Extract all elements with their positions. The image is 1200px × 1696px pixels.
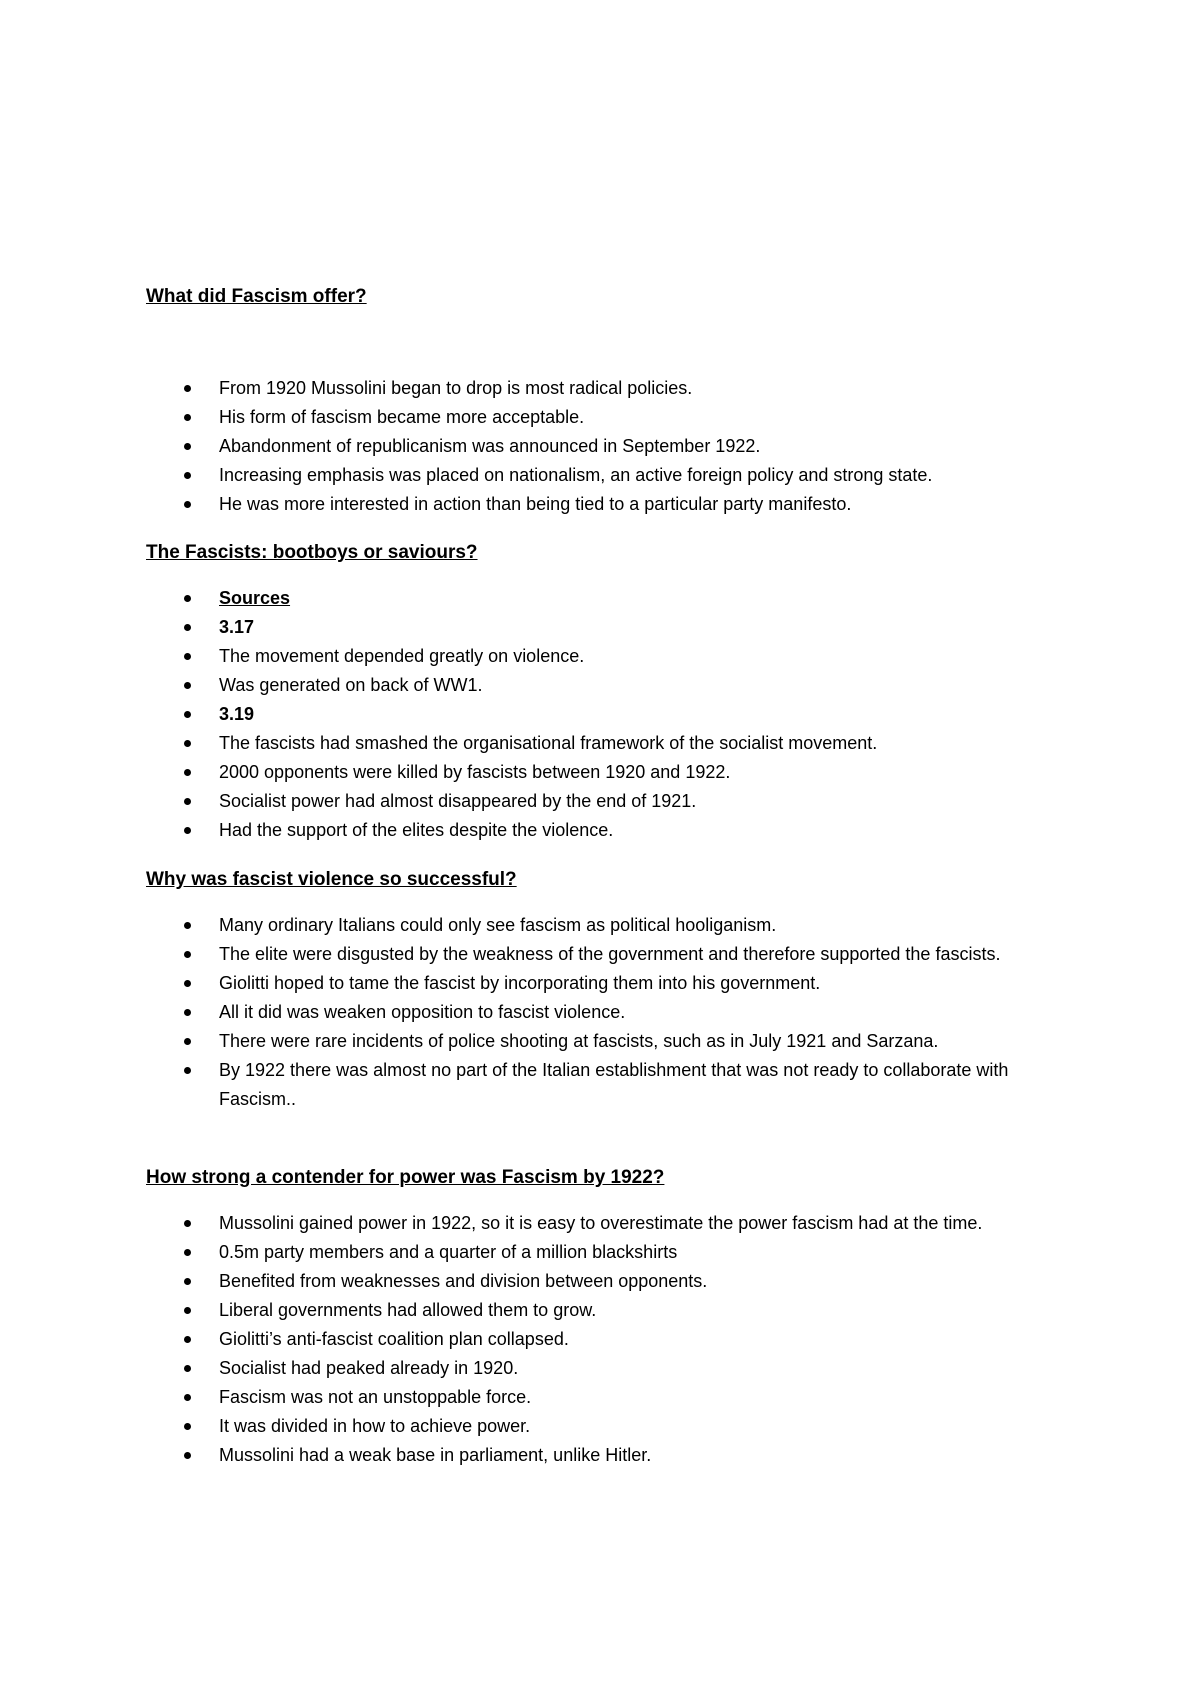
list-item <box>0 1267 1200 1296</box>
section-list-violence-successful <box>0 911 1200 1114</box>
bullet-icon <box>184 1452 191 1459</box>
section-list-fascism-offer <box>0 374 1200 519</box>
list-item <box>0 1441 1200 1470</box>
list-item-text: Fascism was not an unstoppable force. <box>219 1387 532 1407</box>
list-item <box>0 816 1200 845</box>
list-item <box>0 432 1200 461</box>
list-item <box>0 1412 1200 1441</box>
bullet-icon <box>184 595 191 602</box>
list-item-text: The movement depended greatly on violence. <box>219 646 585 666</box>
list-item-text: There were rare incidents of police shooting at fascists, such as in July 1921 and Sarzana. <box>219 1031 939 1051</box>
bullet-icon <box>184 414 191 421</box>
bullet-icon <box>184 1067 191 1074</box>
bullet-icon <box>184 1038 191 1045</box>
list-item-text: It was divided in how to achieve power. <box>219 1416 531 1436</box>
list-item <box>0 969 1200 998</box>
list-item <box>0 490 1200 519</box>
list-item-text: By 1922 there was almost no part of the Italian establishment that was not ready to collaborate with Fascism.. <box>219 1060 1009 1109</box>
bullet-icon <box>184 1394 191 1401</box>
list-item <box>0 1354 1200 1383</box>
list-item-text: Many ordinary Italians could only see fascism as political hooliganism. <box>219 915 777 935</box>
list-item <box>0 1027 1200 1056</box>
bullet-icon <box>184 1365 191 1372</box>
list-item <box>0 1056 1200 1114</box>
list-item-text: Mussolini gained power in 1922, so it is easy to overestimate the power fascism had at the time. <box>219 1213 983 1233</box>
list-item-text: Sources <box>219 588 291 608</box>
list-item <box>0 613 1200 642</box>
section-heading-contender-for-power: How strong a contender for power was Fascism by 1922? <box>146 1167 665 1188</box>
section-heading-fascism-offer: What did Fascism offer? <box>146 286 367 307</box>
bullet-icon <box>184 980 191 987</box>
list-item-text: Abandonment of republicanism was announced in September 1922. <box>219 436 761 456</box>
bullet-icon <box>184 827 191 834</box>
list-item-text: 3.17 <box>219 617 255 637</box>
section-list-bootboys-or-saviours <box>0 584 1200 845</box>
bullet-icon <box>184 653 191 660</box>
list-item-text: The elite were disgusted by the weakness of the government and therefore supported the fascists. <box>219 944 1001 964</box>
list-item <box>0 758 1200 787</box>
bullet-icon <box>184 1220 191 1227</box>
bullet-icon <box>184 922 191 929</box>
list-item <box>0 787 1200 816</box>
list-item-text: Had the support of the elites despite the violence. <box>219 820 614 840</box>
bullet-icon <box>184 443 191 450</box>
bullet-icon <box>184 501 191 508</box>
bullet-icon <box>184 711 191 718</box>
bullet-icon <box>184 682 191 689</box>
list-item-text: Socialist power had almost disappeared by the end of 1921. <box>219 791 697 811</box>
list-item <box>0 1209 1200 1238</box>
list-item-text: Giolitti hoped to tame the fascist by incorporating them into his government. <box>219 973 821 993</box>
list-item <box>0 911 1200 940</box>
list-item-text: Giolitti’s anti-fascist coalition plan collapsed. <box>219 1329 569 1349</box>
list-item <box>0 1238 1200 1267</box>
list-item-text: Benefited from weaknesses and division between opponents. <box>219 1271 708 1291</box>
bullet-icon <box>184 472 191 479</box>
bullet-icon <box>184 798 191 805</box>
section-heading-bootboys-or-saviours: The Fascists: bootboys or saviours? <box>146 542 478 563</box>
list-item <box>0 642 1200 671</box>
list-item-text: He was more interested in action than being tied to a particular party manifesto. <box>219 494 852 514</box>
bullet-icon <box>184 1423 191 1430</box>
list-item-text: 0.5m party members and a quarter of a million blackshirts <box>219 1242 678 1262</box>
list-item <box>0 1383 1200 1412</box>
section-list-contender-for-power <box>0 1209 1200 1470</box>
list-item <box>0 729 1200 758</box>
list-item-text: The fascists had smashed the organisational framework of the socialist movement. <box>219 733 878 753</box>
list-item <box>0 1296 1200 1325</box>
list-item <box>0 403 1200 432</box>
bullet-icon <box>184 951 191 958</box>
list-item-text: Mussolini had a weak base in parliament, unlike Hitler. <box>219 1445 652 1465</box>
list-item-text: 3.19 <box>219 704 255 724</box>
bullet-icon <box>184 1278 191 1285</box>
section-heading-violence-successful: Why was fascist violence so successful? <box>146 869 517 890</box>
list-item-text: Increasing emphasis was placed on nationalism, an active foreign policy and strong state. <box>219 465 933 485</box>
list-item <box>0 1325 1200 1354</box>
list-item-text: His form of fascism became more acceptable. <box>219 407 585 427</box>
list-item <box>0 998 1200 1027</box>
list-item <box>0 374 1200 403</box>
bullet-icon <box>184 1009 191 1016</box>
list-item <box>0 700 1200 729</box>
list-item-text: Socialist had peaked already in 1920. <box>219 1358 519 1378</box>
bullet-icon <box>184 624 191 631</box>
bullet-icon <box>184 769 191 776</box>
list-item-text: All it did was weaken opposition to fascist violence. <box>219 1002 626 1022</box>
list-item <box>0 671 1200 700</box>
list-item-text: 2000 opponents were killed by fascists between 1920 and 1922. <box>219 762 731 782</box>
list-item-text: Liberal governments had allowed them to grow. <box>219 1300 597 1320</box>
bullet-icon <box>184 740 191 747</box>
bullet-icon <box>184 1336 191 1343</box>
list-item <box>0 584 1200 613</box>
bullet-icon <box>184 1249 191 1256</box>
bullet-icon <box>184 385 191 392</box>
list-item <box>0 940 1200 969</box>
list-item-text: From 1920 Mussolini began to drop is most radical policies. <box>219 378 693 398</box>
list-item <box>0 461 1200 490</box>
list-item-text: Was generated on back of WW1. <box>219 675 483 695</box>
bullet-icon <box>184 1307 191 1314</box>
